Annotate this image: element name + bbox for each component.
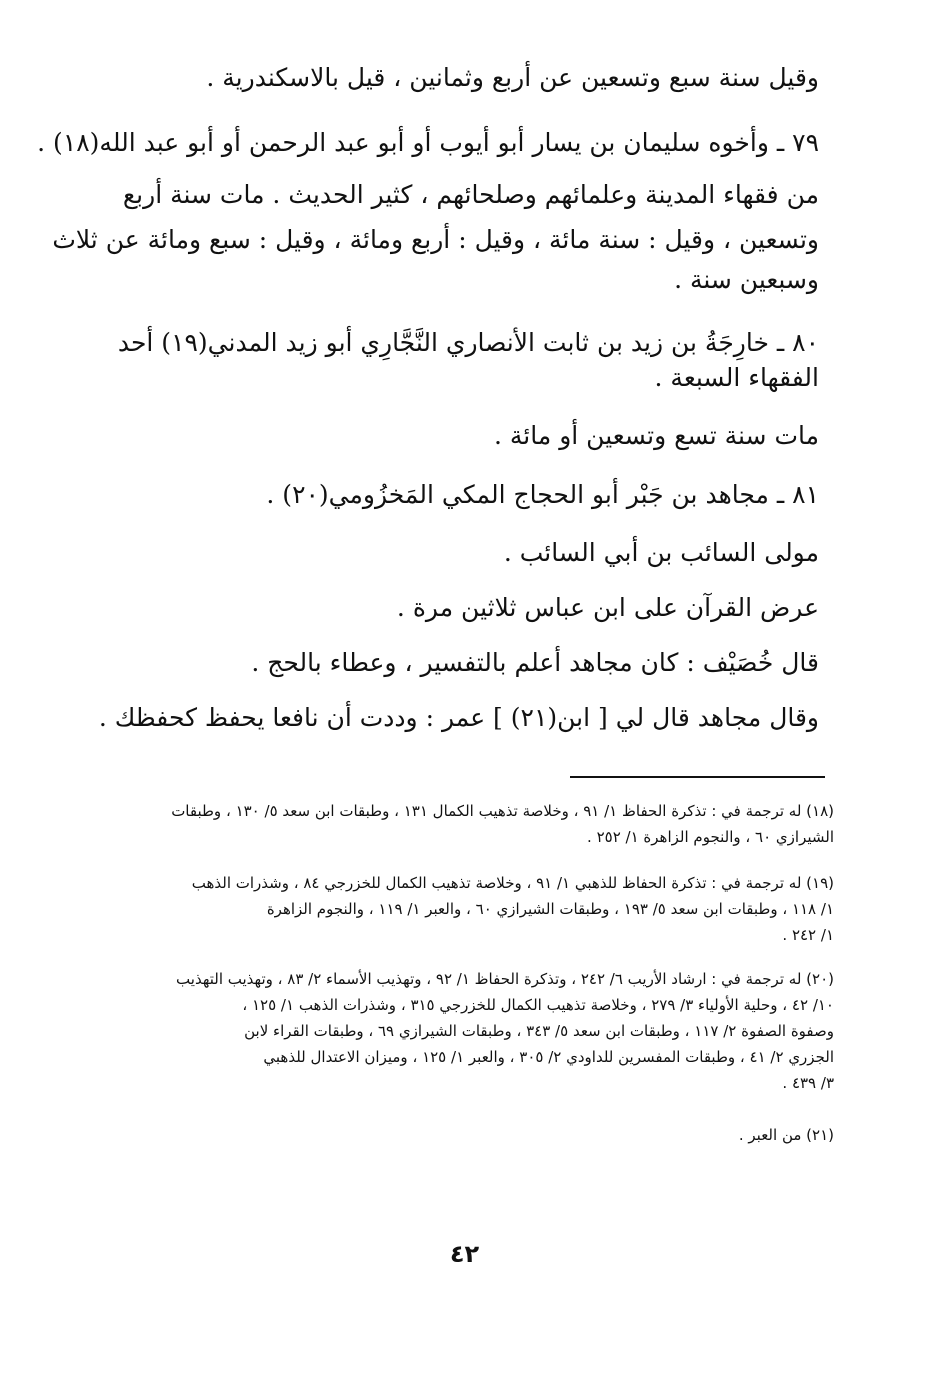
footnote-20-line-2: ١٠/ ٤٢ ، وحلية الأولياء ٣/ ٢٧٩ ، وخلاصة تذهيب الكمال للخزرجي ٣١٥ ، وشذرات الذهب ١/ ١٢٥ ، [242, 996, 834, 1014]
footnote-20-line-3: وصفوة الصفوة ٢/ ١١٧ ، وطبقات ابن سعد ٥/ ٣٤٣ ، وطبقات الشيرازي ٦٩ ، وطبقات القراء لابن [244, 1022, 834, 1040]
footnote-20-line-4: الجزري ٢/ ٤١ ، وطبقات المفسرين للداودي ٢/ ٣٠٥ ، والعبر ١/ ١٢٥ ، وميزان الاعتدال للذهبي [263, 1048, 834, 1066]
footnote-20-line-1: (٢٠) له ترجمة في : ارشاد الأريب ٦/ ٢٤٢ ، وتذكرة الحفاظ ١/ ٩٢ ، وتهذيب الأسماء ٢/ ٨٣ ، وتهذيب التهذيب [176, 970, 834, 988]
body-line-8: مات سنة تسع وتسعين أو مائة . [494, 421, 819, 450]
body-line-4: وتسعين ، وقيل : سنة مائة ، وقيل : أربع ومائة ، وقيل : سبع ومائة عن ثلاث [52, 225, 819, 254]
entry-80-heading: ٨٠ ـ خارِجَةُ بن زيد بن ثابت الأنصاري النَّجَّارِي أبو زيد المدني(١٩) أحد [117, 328, 819, 357]
footnote-19-line-2: ١/ ١١٨ ، وطبقات ابن سعد ٥/ ١٩٣ ، وطبقات الشيرازي ٦٠ ، والعبر ١/ ١١٩ ، والنجوم الزاهرة [266, 900, 834, 918]
footnote-18-line-2: الشيرازي ٦٠ ، والنجوم الزاهرة ١/ ٢٥٢ . [587, 828, 834, 846]
footnote-18-line-1: (١٨) له ترجمة في : تذكرة الحفاظ ١/ ٩١ ، وخلاصة تذهيب الكمال ١٣١ ، وطبقات ابن سعد ٥/ ١٣٠ ، وطبقات [171, 802, 834, 820]
body-line-3: من فقهاء المدينة وعلمائهم وصلحائهم ، كثير الحديث . مات سنة أربع [122, 180, 819, 209]
entry-79-heading: ٧٩ ـ وأخوه سليمان بن يسار أبو أيوب أو أبو عبد الرحمن أو أبو عبد الله(١٨) . [37, 128, 819, 157]
body-line-1: وقيل سنة سبع وتسعين عن أربع وثمانين ، قيل بالاسكندرية . [206, 63, 819, 92]
entry-81-heading: ٨١ ـ مجاهد بن جَبْر أبو الحجاج المكي المَخزُومي(٢٠) . [266, 480, 819, 509]
body-line-12: قال خُصَيْف : كان مجاهد أعلم بالتفسير ، وعطاء بالحج . [251, 648, 819, 677]
body-line-10: مولى السائب بن أبي السائب . [503, 538, 819, 567]
body-line-7: الفقهاء السبعة . [654, 363, 819, 392]
body-line-11: عرض القرآن على ابن عباس ثلاثين مرة . [396, 593, 819, 622]
page-number: ٤٢ [449, 1240, 480, 1268]
footnote-19-line-1: (١٩) له ترجمة في : تذكرة الحفاظ للذهبي ١/ ٩١ ، وخلاصة تذهيب الكمال للخزرجي ٨٤ ، وشذرات الذهب [191, 874, 834, 892]
body-line-13: وقال مجاهد قال لي [ ابن(٢١) ] عمر : وددت أن نافعا يحفظ كحفظك . [98, 703, 819, 732]
body-line-5: وسبعين سنة . [674, 265, 819, 294]
footnote-21: (٢١) من العبر . [738, 1126, 834, 1144]
footnote-19-line-3: ١/ ٢٤٢ . [782, 926, 834, 944]
footnote-20-line-5: ٣/ ٤٣٩ . [782, 1074, 834, 1092]
footnote-separator [570, 776, 825, 778]
